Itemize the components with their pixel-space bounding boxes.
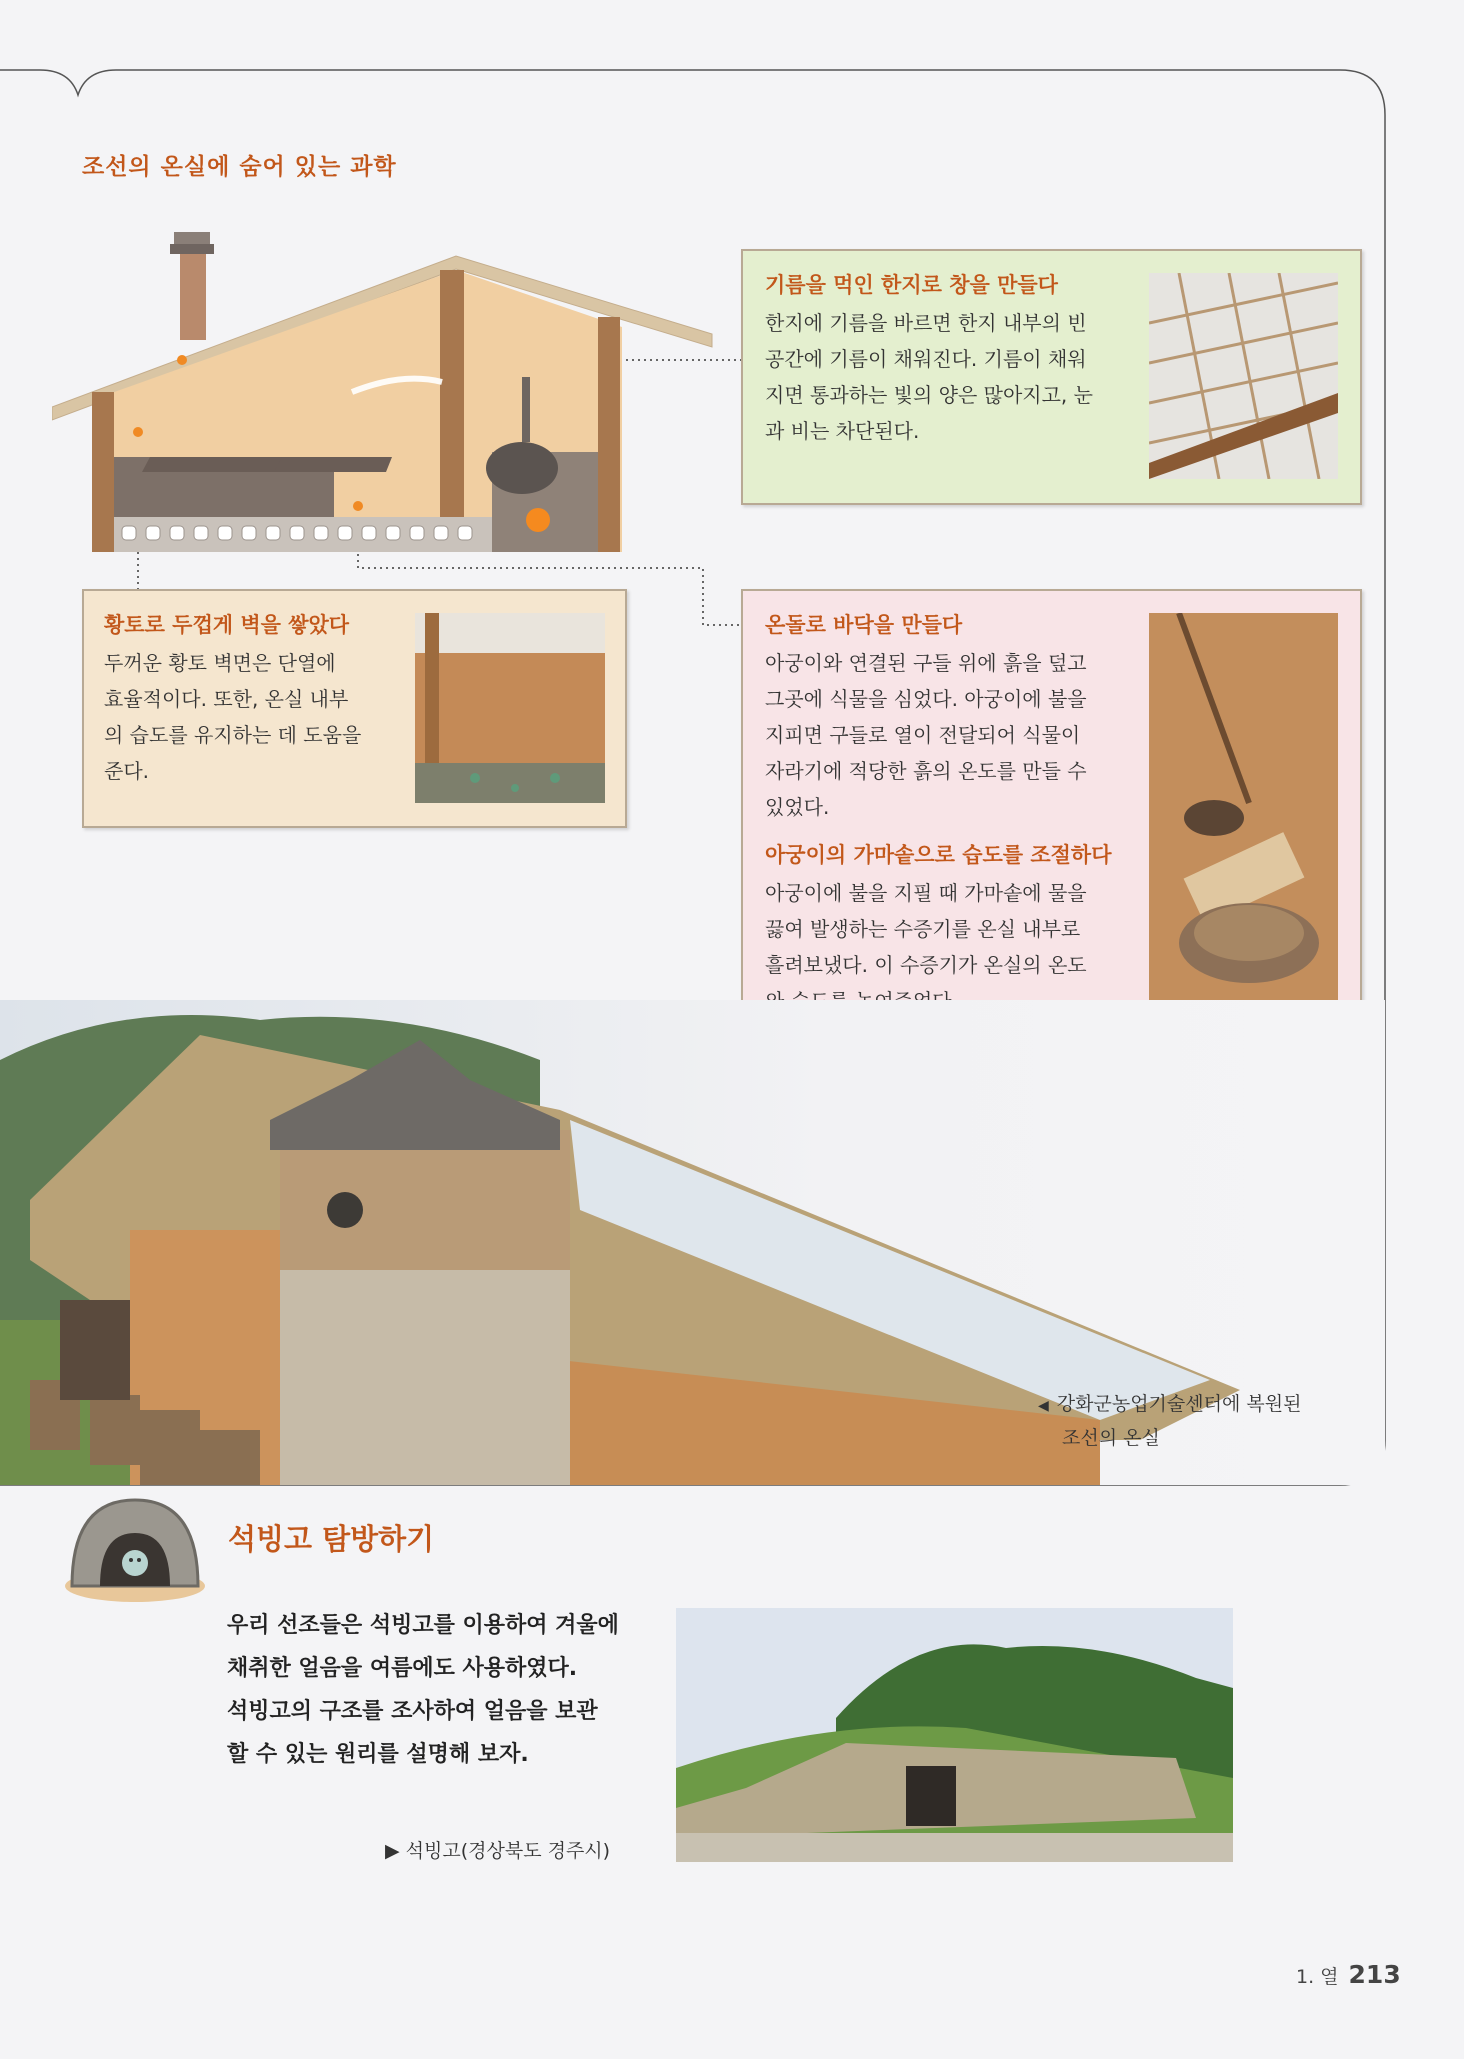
seokbinggo-icon [60, 1488, 210, 1606]
cauldron-box-body: 아궁이에 불을 지필 때 가마솥에 물을 끓여 발생하는 수증기를 온실 내부로 흘려보냈다. 이 수증기가 온실의 온도 [765, 881, 1087, 977]
floor-box-title: 온돌로 바닥을 만들다 [765, 613, 963, 637]
greenhouse-photo-caption: ◀ 강화군농업기술센터에 복원된 조선의 온실 [1038, 1388, 1301, 1454]
seokbinggo-caption: ▶ 석빙고(경상북도 경주시) [385, 1840, 611, 1862]
ondol-floor-box [741, 589, 1362, 1045]
page-number: 213 [1348, 1960, 1401, 1989]
section-label: 1. 열 [1296, 1966, 1339, 1988]
page-footer [1296, 1960, 1401, 1989]
floor-box-body: 아궁이와 연결된 구들 위에 흙을 덮고 그곳에 식물을 심었다. 아궁이에 불을 지피면 구들로 열이 전달되어 식물이 자라기에 적당한 흙의 온도를 만들 수 있었다. [765, 651, 1087, 819]
window-photo [1149, 273, 1338, 479]
clay-wall-photo [415, 613, 605, 803]
wall-box-title: 황토로 두껍게 벽을 쌓았다 [104, 613, 350, 637]
window-box-title: 기름을 먹인 한지로 창을 만들다 [765, 273, 1058, 297]
triangle-left-icon: ◀ [1038, 1398, 1049, 1414]
explore-title: 석빙고 탐방하기 [228, 1522, 435, 1556]
oiled-paper-window-box [741, 249, 1362, 505]
furnace-photo [1149, 613, 1338, 1019]
window-box-body: 한지에 기름을 바르면 한지 내부의 빈 공간에 기름이 채워진다. 기름이 채워 지면 통과하는 빛의 양은 많아지고, 눈 과 비는 차단된다. [765, 311, 1093, 443]
wall-box-body: 두꺼운 황토 벽면은 단열에 효율적이다. 또한, 온실 내부 의 습도를 유지하는 데 도움을 준다. [104, 651, 362, 783]
seokbinggo-photo [676, 1608, 1233, 1862]
triangle-right-icon: ▶ [385, 1840, 400, 1862]
explore-body: 우리 선조들은 석빙고를 이용하여 겨울에 채취한 얼음을 여름에도 사용하였다. 석빙고의 구조를 조사하여 얼음을 보관 할 수 있는 원리를 설명해 보자. [227, 1613, 619, 1767]
cauldron-box-title: 아궁이의 가마솥으로 습도를 조절하다 [765, 843, 1112, 867]
section-title: 조선의 온실에 숨어 있는 과학 [82, 154, 397, 180]
greenhouse-diagram [52, 222, 717, 557]
clay-wall-box [82, 589, 627, 828]
